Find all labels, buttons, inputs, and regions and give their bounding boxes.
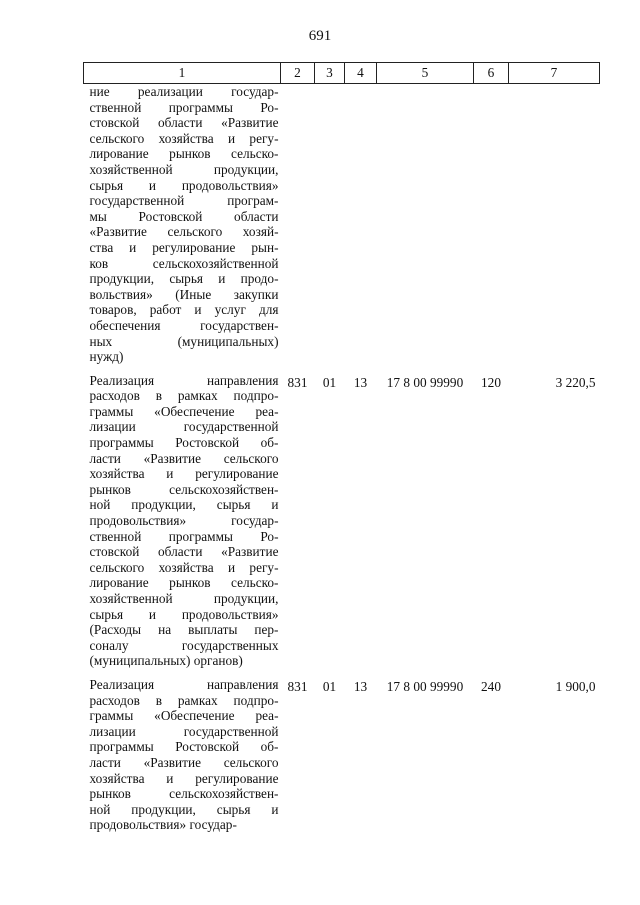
code-cell-col4 (345, 84, 377, 365)
description-line: ной продукции, сырья и (89, 801, 279, 817)
code-cell-col5 (377, 84, 474, 365)
description-line: сельского хозяйства и регу- (89, 559, 279, 575)
description-line: вольствия» (Иные закупки (89, 286, 279, 302)
description-line: хозяйства и регулирование (89, 770, 279, 786)
description-line: продукции, сырья и продо- (89, 271, 279, 287)
description-line: обеспечения государствен- (89, 317, 279, 333)
description-line: лирование рынков сельско- (89, 575, 279, 591)
description-line: расходов в рамках подпро- (89, 692, 279, 708)
code-cell-col6: 120 (481, 374, 501, 390)
budget-table (83, 62, 600, 833)
code-cell-col2: 831 (287, 678, 308, 694)
amount-cell: 3 220,5 (555, 374, 596, 390)
amount-cell (509, 84, 600, 365)
code-cell-col5: 17 8 00 99990 (386, 374, 464, 390)
column-header: 3 (315, 63, 345, 84)
code-cell-col3: 01 (322, 374, 337, 390)
description-line: продовольствия» государ- (89, 817, 237, 833)
column-header: 4 (345, 63, 377, 84)
description-line: стовской области «Развитие (89, 544, 279, 560)
description-line: сырья и продовольствия» (89, 177, 279, 193)
description-cell (84, 677, 281, 833)
description-line: нужд) (89, 349, 124, 365)
table-body (84, 84, 600, 833)
description-line: продовольствия» государ- (89, 513, 279, 529)
code-cell-col2: 831 (287, 374, 308, 390)
description-line: хозяйственной продукции, (89, 161, 279, 177)
description-line: ства и регулирование рын- (89, 239, 279, 255)
description-line: лизации государственной (89, 419, 279, 435)
description-line: ной продукции, сырья и (89, 497, 279, 513)
table-row (84, 677, 600, 833)
description-line: стовской области «Развитие (89, 115, 279, 131)
description-line: лирование рынков сельско- (89, 146, 279, 162)
description-line: Реализация направления (89, 372, 279, 388)
description-line: государственной програм- (89, 193, 279, 209)
description-line: расходов в рамках подпро- (89, 388, 279, 404)
column-header: 7 (509, 63, 600, 84)
code-cell-col3 (315, 84, 345, 365)
code-cell-col4: 13 (353, 678, 368, 694)
code-cell-col5: 17 8 00 99990 (386, 678, 464, 694)
description-line: соналу государственных (89, 637, 279, 653)
row-spacer-cell (84, 669, 600, 677)
code-cell-col3: 01 (322, 678, 337, 694)
column-header: 2 (281, 63, 315, 84)
description-line: граммы «Обеспечение реа- (89, 708, 279, 724)
description-cell (84, 84, 281, 365)
description-line: ных (муниципальных) (89, 333, 279, 349)
description-line: программы Ростовской об- (89, 435, 279, 451)
description-line: сельского хозяйства и регу- (89, 130, 279, 146)
amount-cell: 1 900,0 (555, 678, 596, 694)
description-line: ние реализации государ- (89, 84, 279, 99)
table-row (84, 84, 600, 365)
description-cell (84, 373, 281, 669)
description-line: хозяйства и регулирование (89, 466, 279, 482)
description-line: ласти «Развитие сельского (89, 450, 279, 466)
description-line: Реализация направления (89, 676, 279, 692)
column-header: 5 (377, 63, 474, 84)
code-cell-col6: 240 (481, 678, 501, 694)
description-line: хозяйственной продукции, (89, 591, 279, 606)
description-line: лизации государственной (89, 723, 279, 739)
table-row (84, 373, 600, 669)
description-line: ласти «Развитие сельского (89, 754, 279, 770)
description-line: ков сельскохозяйственной (89, 255, 279, 271)
description-line: сырья и продовольствия» (89, 606, 279, 622)
row-spacer-cell (84, 365, 600, 373)
column-header: 1 (84, 63, 281, 84)
code-cell-col2 (281, 84, 315, 365)
description-line: граммы «Обеспечение реа- (89, 403, 279, 419)
code-cell-col6 (474, 84, 509, 365)
row-spacer (84, 365, 600, 373)
code-cell-col4: 13 (353, 374, 368, 390)
description-line: (Расходы на выплаты пер- (89, 622, 279, 638)
description-line: рынков сельскохозяйствен- (89, 786, 279, 802)
row-spacer (84, 669, 600, 677)
column-header: 6 (474, 63, 509, 84)
description-line: мы Ростовской области (89, 208, 279, 224)
description-line: (муниципальных) органов) (89, 653, 243, 669)
description-line: рынков сельскохозяйствен- (89, 481, 279, 497)
description-line: ственной программы Ро- (89, 99, 279, 115)
table-header-row (84, 63, 600, 84)
page-number: 691 (308, 28, 332, 44)
description-line: «Развитие сельского хозяй- (89, 224, 279, 240)
description-line: программы Ростовской об- (89, 739, 279, 755)
description-line: товаров, работ и услуг для (89, 302, 279, 318)
description-line: ственной программы Ро- (89, 528, 279, 544)
